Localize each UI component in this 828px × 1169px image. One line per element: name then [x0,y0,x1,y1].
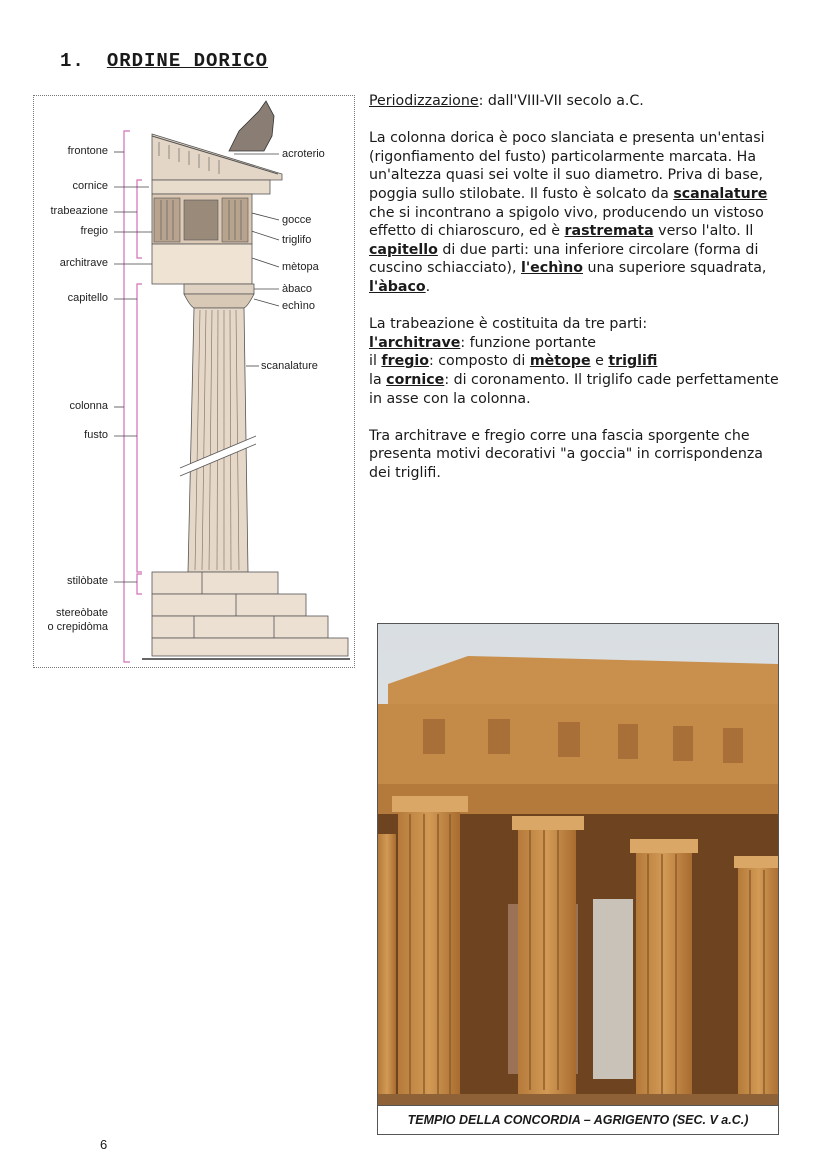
label-metopa: mètopa [282,261,319,273]
paragraph-fascia: Tra architrave e fregio corre una fascia sporgente che presenta motivi decorativi "a goccia" in corrispondenza dei triglifi. [369,427,763,481]
label-architrave: architrave [59,257,108,269]
page-number: 6 [100,1137,108,1152]
label-fusto: fusto [84,429,108,441]
label-acroterio: acroterio [282,148,325,160]
label-cornice: cornice [72,180,108,192]
temple-photo [377,623,779,1135]
label-triglifo: triglifo [282,234,312,246]
label-fregio: fregio [80,225,108,237]
label-gocce: gocce [282,214,312,226]
description-text [369,92,787,501]
label-frontone: frontone [67,145,108,157]
label-stereobate: stereòbate [56,607,108,619]
label-echino: echìno [282,300,316,312]
paragraph-periodizzazione: Periodizzazione: dall'VIII-VII secolo a.C. [369,93,644,109]
section-title: ORDINE DORICO [106,50,269,72]
photo-caption: TEMPIO DELLA CONCORDIA – AGRIGENTO (SEC. V a.C.) [378,1105,778,1134]
label-scanalature: scanalature [261,360,318,372]
paragraph-colonna: La colonna dorica è poco slanciata e presenta un'entasi (rigonfiamento del fusto) particolarmente marcata. Ha un'altezza quasi sei volte il suo diametro. Priva di base, poggia sullo stilobate. Il fusto è solcato da scanalature che si incontrano a spigolo vivo, producendo un vistoso effetto di chiaroscuro, ed è rastremata verso l'alto. Il capitello di due parti: una inferiore circolare (forma di cuscino schiacciato), l'echìno una superiore squadrata, l'àbaco. [369,130,768,295]
label-stilobate: stilòbate [67,575,108,587]
label-trabeazione: trabeazione [50,205,108,217]
page-title [60,50,268,72]
doric-order-diagram [33,95,355,668]
label-abaco: àbaco [282,283,312,295]
label-crepidoma: o crepidòma [47,621,108,633]
paragraph-trabeazione: La trabeazione è costituita da tre parti: l'architrave: funzione portante il fregio: composto di mètope e triglifi la cornice: di coronamento. Il triglifo cade perfettamente in asse con la colonna. [369,316,779,407]
temple-of-concordia-image [378,624,779,1108]
label-capitello: capitello [67,292,108,304]
label-colonna: colonna [69,400,108,412]
section-number: 1. [60,50,85,72]
